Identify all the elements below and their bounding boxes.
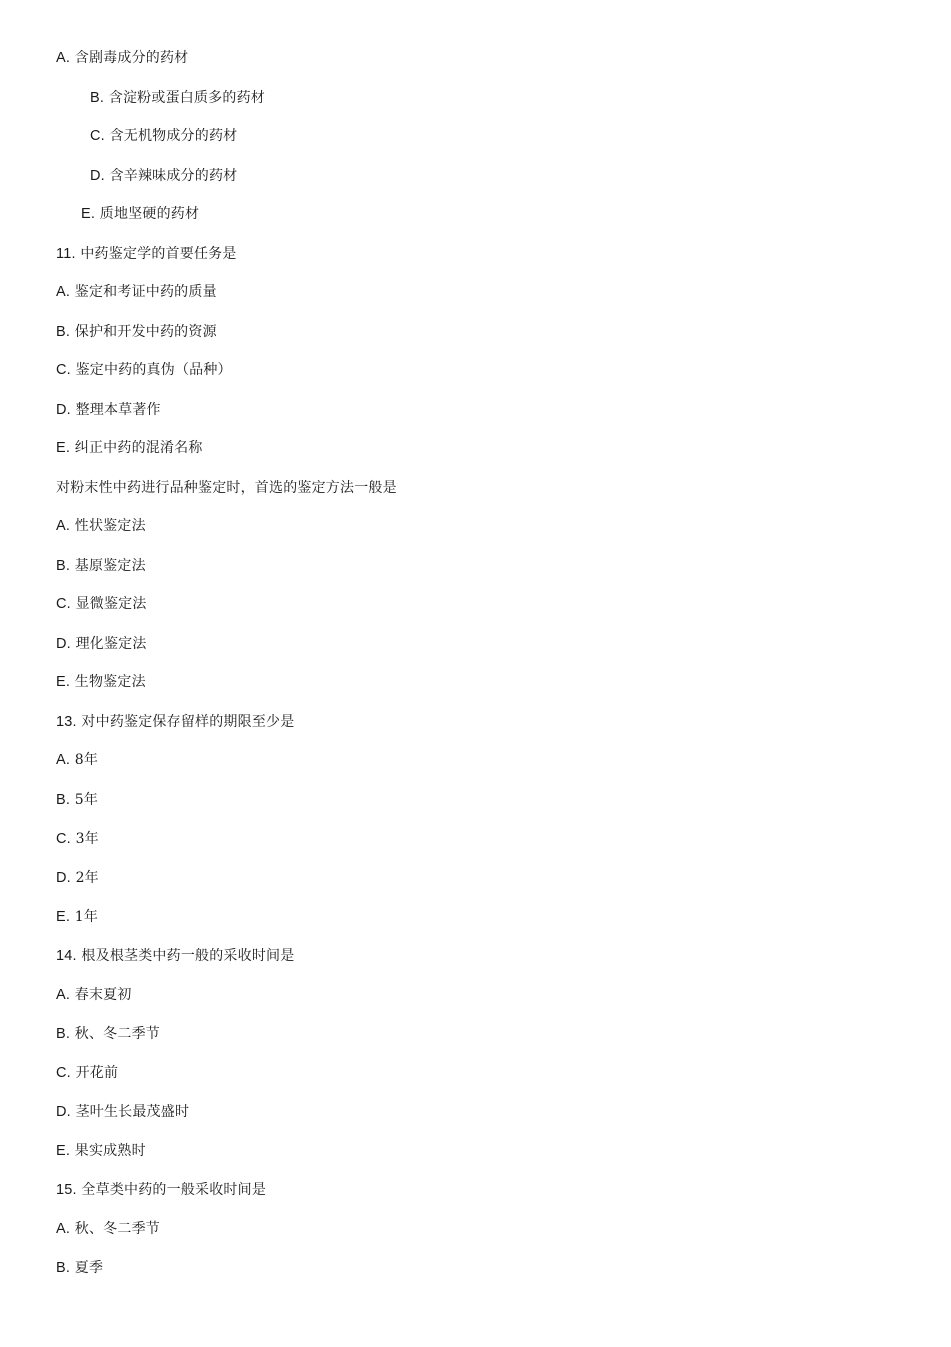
option-label: C. <box>56 831 71 847</box>
option-text: 开花前 <box>75 1065 119 1081</box>
option-line <box>81 202 199 226</box>
question-text: 全草类中药的一般采收时间是 <box>81 1182 267 1198</box>
option-label: B. <box>56 1260 71 1276</box>
option-label: A. <box>56 987 71 1003</box>
option-text: 质地坚硬的药材 <box>99 206 200 222</box>
option-text: 鉴定和考证中药的质量 <box>74 284 217 300</box>
option-text: 5年 <box>74 792 99 808</box>
option-line <box>56 905 98 929</box>
option-label: B. <box>56 792 71 808</box>
option-line <box>56 1139 146 1163</box>
option-line <box>56 670 146 694</box>
option-line <box>56 827 99 851</box>
question-line <box>56 944 294 968</box>
option-line <box>56 280 217 304</box>
option-label: C. <box>90 128 105 144</box>
option-text: 基原鉴定法 <box>74 558 146 574</box>
option-line <box>56 398 161 422</box>
option-text: 理化鉴定法 <box>75 636 147 652</box>
option-label: C. <box>56 1065 71 1081</box>
option-line <box>56 358 232 382</box>
option-label: D. <box>56 636 71 652</box>
option-line <box>56 436 203 460</box>
option-line <box>56 1100 189 1124</box>
question-text: 对中药鉴定保存留样的期限至少是 <box>81 714 295 730</box>
option-text: 含辛辣味成分的药材 <box>109 168 238 184</box>
option-text: 含无机物成分的药材 <box>109 128 238 144</box>
option-text: 1年 <box>74 909 99 925</box>
option-text: 纠正中药的混淆名称 <box>74 440 203 456</box>
option-text: 秋、冬二季节 <box>74 1026 160 1042</box>
option-line <box>56 320 217 344</box>
option-line <box>56 514 146 538</box>
option-line <box>56 983 132 1007</box>
question-line <box>56 710 294 734</box>
question-line <box>56 1178 266 1202</box>
option-label: D. <box>56 402 71 418</box>
option-line <box>56 592 147 616</box>
option-label: E. <box>56 1143 71 1159</box>
option-line <box>56 46 188 70</box>
question-text: 中药鉴定学的首要任务是 <box>80 246 237 262</box>
option-text: 整理本草著作 <box>75 402 161 418</box>
question-text: 根及根茎类中药一般的采收时间是 <box>81 948 295 964</box>
option-text: 含剧毒成分的药材 <box>74 50 189 66</box>
question-number: 13. <box>56 714 77 730</box>
option-label: A. <box>56 752 71 768</box>
option-label: C. <box>56 596 71 612</box>
option-text: 保护和开发中药的资源 <box>74 324 217 340</box>
option-text: 果实成熟时 <box>74 1143 146 1159</box>
option-line <box>90 164 237 188</box>
option-label: A. <box>56 518 71 534</box>
option-text: 春末夏初 <box>74 987 132 1003</box>
option-label: D. <box>56 870 71 886</box>
option-text: 2年 <box>75 870 99 886</box>
option-label: E. <box>56 440 71 456</box>
question-line <box>56 242 237 266</box>
option-text: 8年 <box>74 752 99 768</box>
option-line <box>56 1256 103 1280</box>
question-number: 15. <box>56 1182 77 1198</box>
option-label: D. <box>90 168 105 184</box>
option-line <box>56 554 146 578</box>
option-line <box>90 86 265 110</box>
option-text: 茎叶生长最茂盛时 <box>75 1104 190 1120</box>
question-number: 11. <box>56 246 76 262</box>
option-label: C. <box>56 362 71 378</box>
option-label: B. <box>90 90 105 106</box>
option-label: A. <box>56 50 71 66</box>
option-text: 含淀粉或蛋白质多的药材 <box>108 90 265 106</box>
option-text: 生物鉴定法 <box>74 674 146 690</box>
option-label: A. <box>56 1221 71 1237</box>
option-text: 性状鉴定法 <box>74 518 146 534</box>
question-number: 14. <box>56 948 77 964</box>
option-label: D. <box>56 1104 71 1120</box>
option-text: 夏季 <box>74 1260 104 1276</box>
option-line <box>56 866 99 890</box>
option-label: B. <box>56 558 71 574</box>
option-label: E. <box>56 909 71 925</box>
option-text: 3年 <box>75 831 99 847</box>
option-label: B. <box>56 324 71 340</box>
option-label: A. <box>56 284 71 300</box>
option-label: E. <box>81 206 96 222</box>
option-text: 鉴定中药的真伪（品种） <box>75 362 232 378</box>
option-line <box>56 1022 160 1046</box>
option-line <box>56 748 98 772</box>
option-text: 显微鉴定法 <box>75 596 147 612</box>
option-label: E. <box>56 674 71 690</box>
option-label: B. <box>56 1026 71 1042</box>
question-text: 对粉末性中药进行品种鉴定时，首选的鉴定方法一般是 <box>56 480 397 496</box>
option-text: 秋、冬二季节 <box>74 1221 160 1237</box>
question-line <box>56 476 397 500</box>
option-line <box>90 124 237 148</box>
option-line <box>56 788 98 812</box>
option-line <box>56 1061 118 1085</box>
option-line <box>56 632 147 656</box>
option-line <box>56 1217 160 1241</box>
